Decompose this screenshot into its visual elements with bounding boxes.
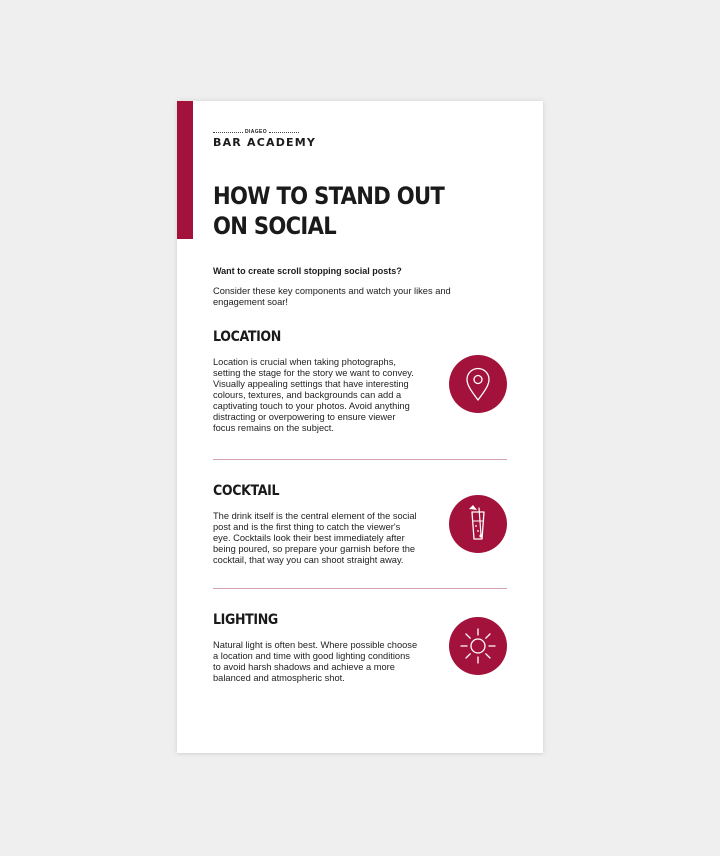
text-line: Location is crucial when taking photographs, xyxy=(213,357,396,367)
logo-main-text: BAR ACADEMY xyxy=(213,136,317,149)
section-text-cocktail xyxy=(213,511,441,566)
page-title xyxy=(213,181,477,241)
text-line: Natural light is often best. Where possible choose xyxy=(213,640,418,650)
text-line: distracting or overpowering to ensure viewer xyxy=(213,412,396,422)
accent-bar xyxy=(177,101,193,239)
location-pin-icon xyxy=(449,355,507,413)
text-line: balanced and atmospheric shot. xyxy=(213,673,345,683)
text-line: Visually appealing settings that have interesting xyxy=(213,379,409,389)
lighting-badge xyxy=(449,617,507,675)
logo-top-row xyxy=(213,129,299,135)
logo-diageo-text: DIAGEO xyxy=(244,129,268,135)
page-title-line-1: HOW TO STAND OUT xyxy=(213,182,445,210)
text-line: captivating touch to your photos. Avoid anything xyxy=(213,401,410,411)
infographic-card xyxy=(177,101,543,753)
text-line: a location and time with good lighting conditions xyxy=(213,651,410,661)
text-line: being poured, so prepare your garnish before the xyxy=(213,544,416,554)
section-text-location xyxy=(213,357,441,434)
page-title-line-2: ON SOCIAL xyxy=(213,212,336,240)
text-line: The drink itself is the central element of the social xyxy=(213,511,417,521)
sun-icon xyxy=(449,617,507,675)
section-heading-location: LOCATION xyxy=(213,329,281,345)
section-heading-cocktail: COCKTAIL xyxy=(213,483,280,499)
intro-question: Want to create scroll stopping social posts? xyxy=(213,266,402,276)
intro-text: Consider these key components and watch your likes and engagement soar! xyxy=(213,286,451,307)
text-line: setting the stage for the story we want to convey. xyxy=(213,368,414,378)
logo-dots-left xyxy=(213,132,243,133)
bar-academy-logo xyxy=(213,129,317,149)
text-line: post and is the first thing to catch the viewer's xyxy=(213,522,401,532)
text-line: focus remains on the subject. xyxy=(213,423,334,433)
section-divider xyxy=(213,459,507,460)
text-line: to avoid harsh shadows and achieve a more xyxy=(213,662,395,672)
cocktail-glass-icon xyxy=(449,495,507,553)
section-text-lighting xyxy=(213,640,441,684)
text-line: colours, textures, and backgrounds can add a xyxy=(213,390,402,400)
text-line: cocktail, that way you can shoot straight away. xyxy=(213,555,404,565)
section-heading-lighting: LIGHTING xyxy=(213,612,278,628)
cocktail-badge xyxy=(449,495,507,553)
logo-dots-right xyxy=(269,132,299,133)
text-line: eye. Cocktails look their best immediately after xyxy=(213,533,405,543)
section-divider xyxy=(213,588,507,589)
location-badge xyxy=(449,355,507,413)
